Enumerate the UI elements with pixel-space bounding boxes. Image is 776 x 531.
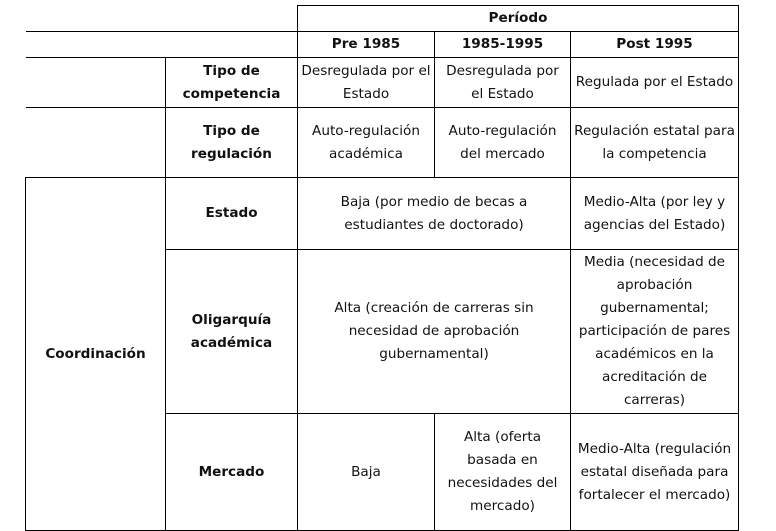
cell-oligarquia-pre-mid: Alta (creación de carreras sin necesidad de aprobación gubernamental) [298,250,571,414]
blank-corner-5 [26,58,166,108]
row-header-tipo-competencia: Tipo de competencia [166,58,298,108]
blank-corner-1 [26,6,166,32]
row-header-oligarquia: Oligarquía académica [166,250,298,414]
header-row-columns [26,32,739,58]
row-header-estado: Estado [166,178,298,250]
cell-competencia-mid: Desregulada por el Estado [435,58,571,108]
column-header-pre: Pre 1985 [298,32,435,58]
cell-regulacion-pre: Auto-regulación académica [298,108,435,178]
cell-competencia-post: Regulada por el Estado [571,58,739,108]
blank-corner-4 [166,32,298,58]
column-header-post: Post 1995 [571,32,739,58]
cell-estado-pre-mid: Baja (por medio de becas a estudiantes de doctorado) [298,178,571,250]
row-header-mercado: Mercado [166,414,298,531]
comparison-table [25,5,739,531]
cell-regulacion-mid: Auto-regulación del mercado [435,108,571,178]
row-tipo-regulacion [26,108,739,178]
cell-mercado-post: Medio-Alta (regulación estatal diseñada para fortalecer el mercado) [571,414,739,531]
row-header-tipo-regulacion: Tipo de regulación [166,108,298,178]
cell-regulacion-post: Regulación estatal para la competencia [571,108,739,178]
blank-corner-2 [166,6,298,32]
row-tipo-competencia [26,58,739,108]
column-header-mid: 1985-1995 [435,32,571,58]
cell-oligarquia-post: Media (necesidad de aprobación gubernamental; participación de pares académicos en la acreditación de carreras) [571,250,739,414]
blank-corner-6 [26,108,166,178]
blank-corner-3 [26,32,166,58]
cell-mercado-pre: Baja [298,414,435,531]
cell-estado-post: Medio-Alta (por ley y agencias del Estado) [571,178,739,250]
header-row-period [26,6,739,32]
cell-mercado-mid: Alta (oferta basada en necesidades del mercado) [435,414,571,531]
coordinacion-label: Coordinación [26,178,166,531]
cell-competencia-pre: Desregulada por el Estado [298,58,435,108]
row-estado [26,178,739,250]
period-header: Período [298,6,739,32]
